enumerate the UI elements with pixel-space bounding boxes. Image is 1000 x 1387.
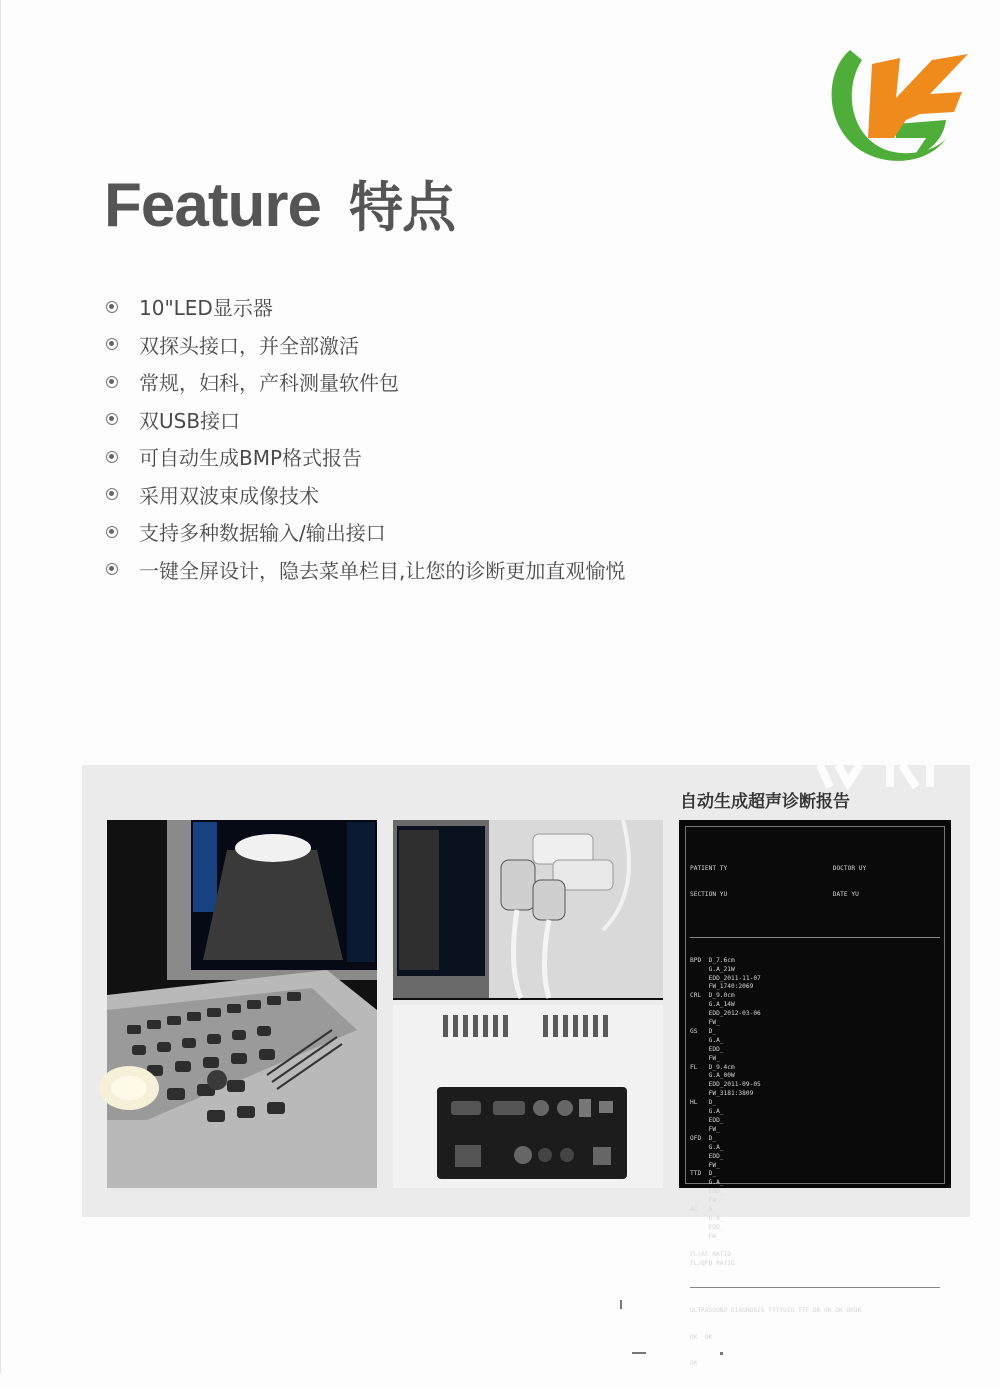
feature-text: 一键全屏设计，隐去菜单栏目,让您的诊断更加直观愉悦 [139,558,626,583]
report-line: FL/BPD RATIO [690,1259,735,1267]
report-line: G.A_ [690,1108,724,1116]
report-line [690,1242,940,1251]
bullet-icon [106,563,118,575]
report-line: G.A_ [690,1179,724,1187]
report-header-line: SECTION YU [690,891,728,899]
bullet-icon [106,376,118,388]
report-line: FW_3181:3809 [690,1090,754,1098]
feature-text: 采用双波束成像技术 [139,483,319,508]
report-line: FL/AC RATIO [690,1250,731,1258]
feature-item [106,476,806,514]
report-line: G.A_21W [690,965,735,973]
bullet-icon [106,413,118,425]
probe-illustration [393,820,663,1000]
scan-mark [632,1352,646,1354]
page-border [0,0,1,1374]
title-english: Feature [104,171,321,240]
report-line: FL D_9.4cm [690,1063,735,1071]
report-footer-line: OK OK [690,1333,713,1341]
watermark-graphic [790,765,970,787]
report-line: G.A_ [690,1214,724,1222]
report-line: G.A_14W [690,1001,735,1009]
report-line: OFD D_ [690,1134,717,1142]
feature-item [106,513,806,551]
bullet-icon [106,338,118,350]
report-line: G.A_ [690,1036,724,1044]
logo-green-tail [896,120,946,156]
feature-text: 可自动生成BMP格式报告 [139,446,363,471]
report-line: CRL D_9.0cm [690,992,735,1000]
report-line: EDD_2011-11-07 [690,974,761,982]
report-line: G.A_ [690,1143,724,1151]
report-line: EDD_ [690,1152,724,1160]
feature-text: 双USB接口 [139,408,241,433]
bullet-icon [106,526,118,538]
report-line: EDD_ [690,1223,724,1231]
report-header-left [690,847,727,918]
feature-item [106,326,806,364]
report-line: GS D_ [690,1027,717,1035]
report-line: EDD_ [690,1045,724,1053]
photo-probe-holders [393,820,663,1000]
report-header-line: DATE YU [832,891,859,899]
product-gallery [82,765,970,1368]
gallery-caption: 自动生成超声诊断报告 [680,792,850,812]
report-line: EDD_2012-03-06 [690,1010,761,1018]
scan-mark [720,1352,723,1355]
feature-text: 常规，妇科，产科测量软件包 [139,371,399,396]
report-footer-line: ULTRASOUND DIAGNOSIS TYTYUIO TTF OK OK OK OKOK [690,1307,862,1315]
report-line: BPD D_7.6cm [690,956,735,964]
io-panel-illustration [393,1005,663,1188]
report-line: AC D_ [690,1206,717,1214]
report-divider [690,1287,940,1288]
report-header-line: DOCTOR UY [832,864,867,872]
photo-laptop-keyboard [107,820,377,1188]
diagnosis-report [685,826,945,1368]
report-line: FW_ [690,1125,720,1133]
feature-item [106,438,806,476]
report-line: FW_ [690,1232,720,1240]
feature-item [106,288,806,326]
feature-text: 支持多种数据输入/输出接口 [139,521,386,546]
report-line: HL D_ [690,1099,717,1107]
bullet-icon [106,488,118,500]
report-line: EDD_ [690,1117,724,1124]
report-line: FW_ [690,1197,720,1205]
photo-report-screen [679,820,951,1368]
report-line: EDD_2011-09-05 [690,1081,761,1089]
brand-logo [822,42,972,168]
feature-item [106,363,806,401]
bullet-icon [106,301,118,313]
report-line: TTD D_ [690,1170,717,1178]
feature-item [106,401,806,439]
photo-io-panel [393,1005,663,1188]
report-line: FW_ [690,1054,720,1062]
feature-item [106,551,806,589]
report-line: G.A_00W [690,1072,735,1080]
report-header [690,847,940,918]
report-footer-line: OK [690,1360,698,1368]
report-divider [690,937,940,938]
report-line: FW_ [690,1019,720,1027]
report-header-right [833,847,870,918]
report-header-line: PATIENT TY [690,864,728,872]
report-line: FW_ [690,1161,720,1169]
report-body [690,957,940,1269]
title-chinese: 特点 [348,176,455,239]
report-line: FW_1740:2069 [690,983,754,991]
page-title [104,165,455,242]
laptop-illustration [107,820,377,1188]
feature-list [106,288,806,588]
report-line: EDD_ [690,1188,724,1196]
feature-text: 10"LED显示器 [139,296,273,321]
feature-text: 双探头接口，并全部激活 [139,333,359,358]
bullet-icon [106,451,118,463]
scan-mark [620,1300,622,1309]
